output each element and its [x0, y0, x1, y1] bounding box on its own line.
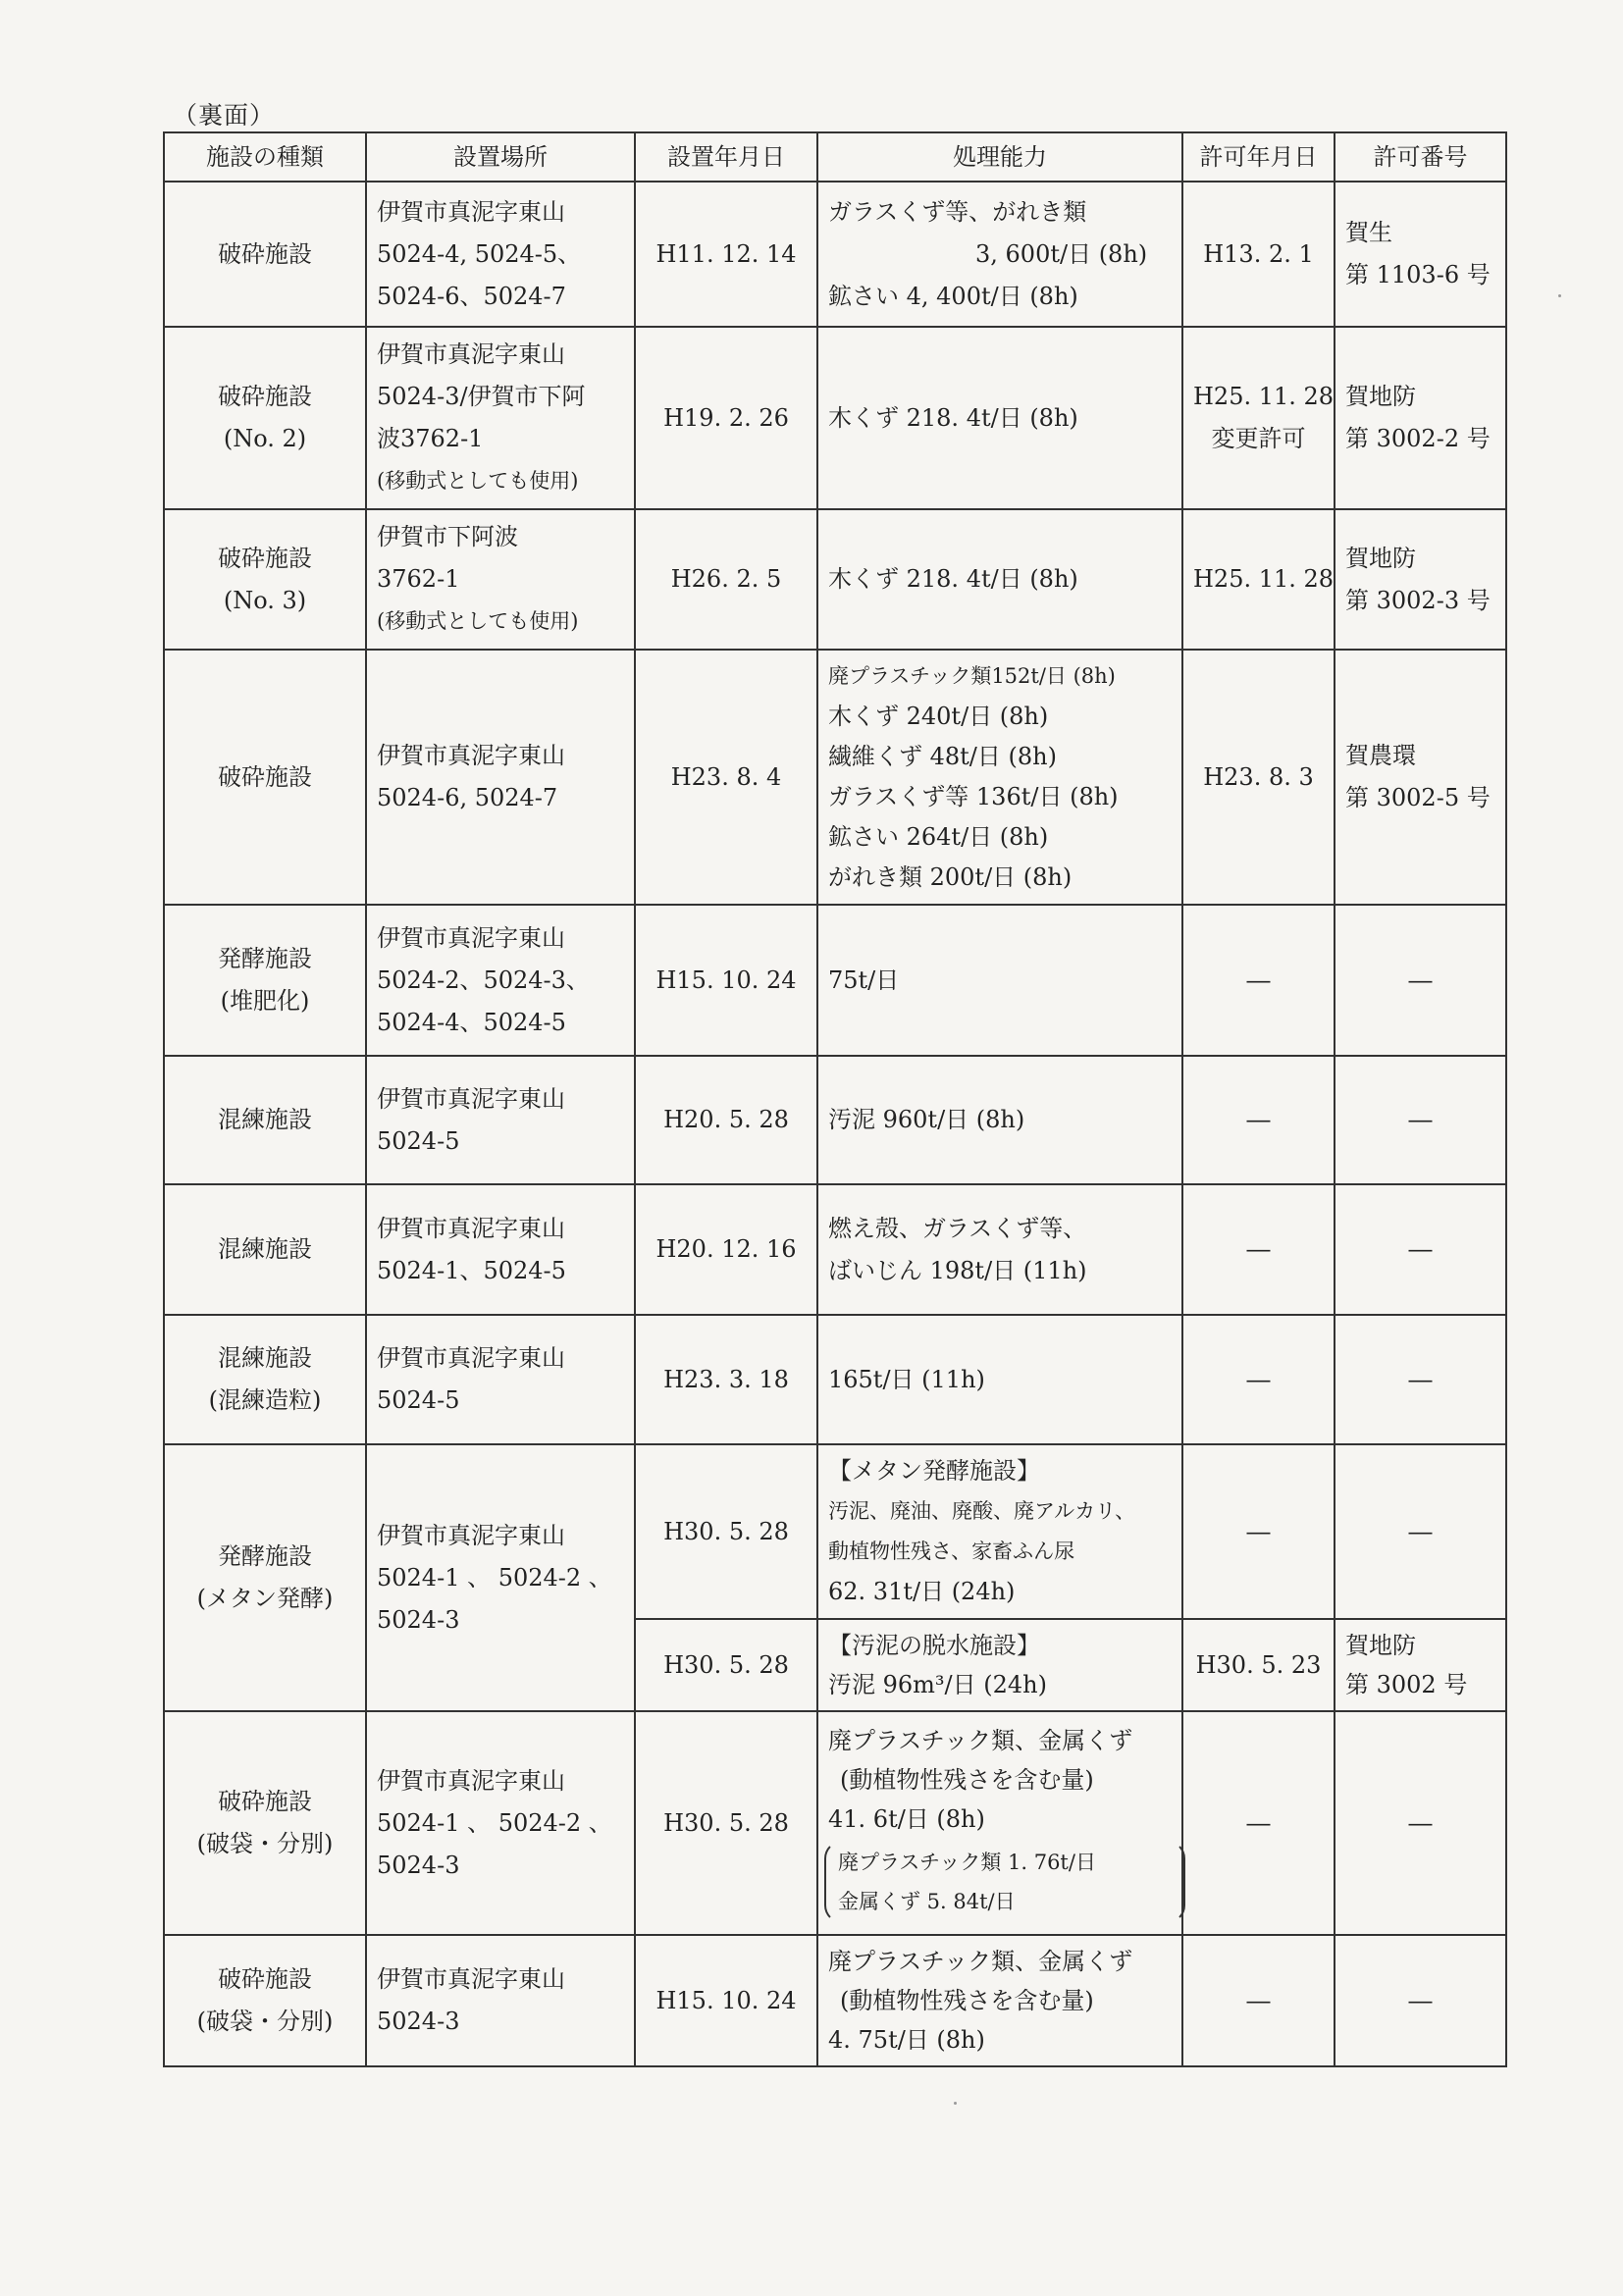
install-date-cell: H20. 12. 16	[635, 1184, 817, 1315]
facility-type-cell: 混練施設 (混練造粒)	[164, 1315, 366, 1444]
permit-number-cell: ―	[1335, 1711, 1506, 1935]
location-cell: 伊賀市真泥字東山 5024-1 、 5024-2 、 5024-3	[366, 1711, 635, 1935]
capacity-cell: 廃プラスチック類、金属くず (動植物性残さを含む量) 41. 6t/日 (8h) 廃プラスチック類 1. 76t/日 金属くず 5. 84t/日	[817, 1711, 1182, 1935]
header-type: 施設の種類	[164, 132, 366, 182]
facility-type-cell: 破砕施設 (No. 2)	[164, 327, 366, 509]
permit-date-cell: H23. 8. 3	[1182, 650, 1335, 905]
location-cell: 伊賀市真泥字東山 5024-1、5024-5	[366, 1184, 635, 1315]
permit-number-cell: ―	[1335, 905, 1506, 1056]
location-cell: 伊賀市真泥字東山 5024-5	[366, 1056, 635, 1184]
permit-number-cell: ―	[1335, 1184, 1506, 1315]
table-row	[164, 509, 1506, 650]
capacity-cell: 廃プラスチック類152t/日 (8h) 木くず 240t/日 (8h) 繊維くず 48t/日 (8h) ガラスくず等 136t/日 (8h) 鉱さい 264t/日 (8h) がれき類 200t/日 (8h)	[817, 650, 1182, 905]
table-row	[164, 1444, 1506, 1619]
table-row	[164, 327, 1506, 509]
location-cell: 伊賀市真泥字東山 5024-6, 5024-7	[366, 650, 635, 905]
permit-number-cell: 賀地防 第 3002-3 号	[1335, 509, 1506, 650]
install-date-cell: H20. 5. 28	[635, 1056, 817, 1184]
install-date-cell: H26. 2. 5	[635, 509, 817, 650]
install-date-cell: H30. 5. 28	[635, 1619, 817, 1711]
permit-number-cell: 賀生 第 1103-6 号	[1335, 182, 1506, 327]
location-cell: 伊賀市真泥字東山 5024-2、5024-3、 5024-4、5024-5	[366, 905, 635, 1056]
permit-number-cell: ―	[1335, 1935, 1506, 2066]
facility-type-cell: 発酵施設 (堆肥化)	[164, 905, 366, 1056]
table-row	[164, 905, 1506, 1056]
header-permit-no: 許可番号	[1335, 132, 1506, 182]
capacity-cell: 汚泥 960t/日 (8h)	[817, 1056, 1182, 1184]
permit-date-cell: H25. 11. 28	[1182, 509, 1335, 650]
capacity-cell: 燃え殻、ガラスくず等、 ばいじん 198t/日 (11h)	[817, 1184, 1182, 1315]
breakdown-bracket: 廃プラスチック類 1. 76t/日 金属くず 5. 84t/日	[824, 1841, 1185, 1923]
install-date-cell: H23. 3. 18	[635, 1315, 817, 1444]
table-row	[164, 1711, 1506, 1935]
capacity-cell: 木くず 218. 4t/日 (8h)	[817, 327, 1182, 509]
capacity-cell: 【メタン発酵施設】 汚泥、廃油、廃酸、廃アルカリ、 動植物性残さ、家畜ふん尿 62. 31t/日 (24h)	[817, 1444, 1182, 1619]
header-permit-date: 許可年月日	[1182, 132, 1335, 182]
permit-date-cell: ―	[1182, 1056, 1335, 1184]
permit-number-cell: ―	[1335, 1315, 1506, 1444]
facility-type-cell: 混練施設	[164, 1184, 366, 1315]
location-cell: 伊賀市真泥字東山 5024-5	[366, 1315, 635, 1444]
permit-date-cell: ―	[1182, 905, 1335, 1056]
permit-date-cell: ―	[1182, 1444, 1335, 1619]
table-row	[164, 1056, 1506, 1184]
capacity-cell: ガラスくず等、がれき類 3, 600t/日 (8h) 鉱さい 4, 400t/日 (8h)	[817, 182, 1182, 327]
facility-type-cell: 破砕施設 (破袋・分別)	[164, 1935, 366, 2066]
location-cell: 伊賀市真泥字東山 5024-1 、 5024-2 、 5024-3	[366, 1444, 635, 1711]
location-cell: 伊賀市真泥字東山 5024-4, 5024-5、 5024-6、5024-7	[366, 182, 635, 327]
install-date-cell: H30. 5. 28	[635, 1444, 817, 1619]
facility-type-cell: 破砕施設 (破袋・分別)	[164, 1711, 366, 1935]
capacity-cell: 165t/日 (11h)	[817, 1315, 1182, 1444]
header-row	[164, 132, 1506, 182]
table-row	[164, 1935, 1506, 2066]
install-date-cell: H15. 10. 24	[635, 905, 817, 1056]
location-cell: 伊賀市真泥字東山 5024-3	[366, 1935, 635, 2066]
permit-number-cell: ―	[1335, 1056, 1506, 1184]
permit-date-cell: ―	[1182, 1184, 1335, 1315]
location-cell: 伊賀市下阿波 3762-1 (移動式としても使用)	[366, 509, 635, 650]
capacity-cell: 木くず 218. 4t/日 (8h)	[817, 509, 1182, 650]
facilities-table	[163, 131, 1507, 2067]
permit-date-cell: ―	[1182, 1315, 1335, 1444]
table-row	[164, 1184, 1506, 1315]
facility-type-cell: 破砕施設 (No. 3)	[164, 509, 366, 650]
install-date-cell: H23. 8. 4	[635, 650, 817, 905]
header-install-date: 設置年月日	[635, 132, 817, 182]
install-date-cell: H11. 12. 14	[635, 182, 817, 327]
facility-type-cell: 破砕施設	[164, 182, 366, 327]
capacity-cell: 【汚泥の脱水施設】 汚泥 96m³/日 (24h)	[817, 1619, 1182, 1711]
install-date-cell: H30. 5. 28	[635, 1711, 817, 1935]
permit-date-cell: H13. 2. 1	[1182, 182, 1335, 327]
install-date-cell: H15. 10. 24	[635, 1935, 817, 2066]
table-row	[164, 650, 1506, 905]
table-row	[164, 1315, 1506, 1444]
facility-type-cell: 混練施設	[164, 1056, 366, 1184]
page-label: （裏面）	[173, 101, 276, 130]
capacity-cell: 廃プラスチック類、金属くず (動植物性残さを含む量) 4. 75t/日 (8h)	[817, 1935, 1182, 2066]
permit-number-cell: 賀地防 第 3002 号	[1335, 1619, 1506, 1711]
permit-number-cell: ―	[1335, 1444, 1506, 1619]
table-row	[164, 182, 1506, 327]
permit-date-cell: H25. 11. 28 変更許可	[1182, 327, 1335, 509]
facility-type-cell: 破砕施設	[164, 650, 366, 905]
install-date-cell: H19. 2. 26	[635, 327, 817, 509]
permit-date-cell: ―	[1182, 1711, 1335, 1935]
scan-speck	[954, 2102, 957, 2105]
permit-number-cell: 賀農環 第 3002-5 号	[1335, 650, 1506, 905]
permit-number-cell: 賀地防 第 3002-2 号	[1335, 327, 1506, 509]
header-capacity: 処理能力	[817, 132, 1182, 182]
permit-date-cell: ―	[1182, 1935, 1335, 2066]
location-cell: 伊賀市真泥字東山 5024-3/伊賀市下阿 波3762-1 (移動式としても使用)	[366, 327, 635, 509]
facility-type-cell: 発酵施設 (メタン発酵)	[164, 1444, 366, 1711]
scan-speck	[1558, 294, 1561, 297]
permit-date-cell: H30. 5. 23	[1182, 1619, 1335, 1711]
capacity-cell: 75t/日	[817, 905, 1182, 1056]
header-location: 設置場所	[366, 132, 635, 182]
